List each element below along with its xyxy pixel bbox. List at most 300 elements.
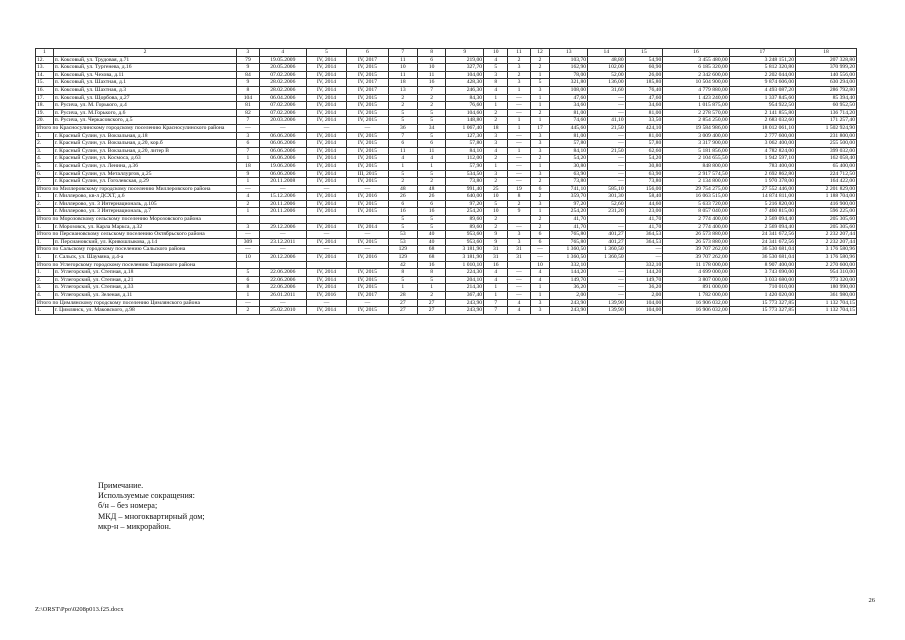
table-cell: —: [508, 102, 530, 110]
table-cell: 4.: [36, 292, 54, 300]
table-cell: 62,60: [625, 147, 663, 155]
table-cell: 1 942 597,10: [729, 155, 795, 163]
address-cell: г. Красный Сулин, ул. Вокзальная, д.20, литер В: [53, 147, 237, 155]
table-cell: 1.: [36, 307, 54, 315]
table-cell: 2: [417, 292, 446, 300]
table-cell: 1: [417, 284, 446, 292]
table-cell: 5: [484, 64, 508, 72]
table-cell: 57,90: [446, 162, 484, 170]
table-cell: [588, 216, 626, 224]
table-cell: 5: [417, 117, 446, 125]
table-cell: 4.: [36, 155, 54, 163]
table-cell: 57,80: [446, 140, 484, 148]
table-cell: 401,27: [588, 238, 626, 246]
column-header: 11: [508, 49, 530, 57]
column-header: 3: [237, 49, 259, 57]
column-header: 10: [484, 49, 508, 57]
table-cell: 21,50: [588, 124, 626, 132]
table-cell: 1: [530, 94, 550, 102]
table-cell: 1: [237, 292, 259, 300]
table-row: [36, 276, 857, 284]
table-cell: 39 707 262,00: [663, 254, 729, 262]
table-cell: —: [237, 246, 259, 254]
table-cell: 26,00: [625, 71, 663, 79]
note-title: Примечание.: [98, 481, 144, 490]
table-row: [36, 284, 857, 292]
table-cell: 3.: [36, 284, 54, 292]
table-cell: 2 342 600,00: [663, 71, 729, 79]
address-cell: п. Углегорский, ул. Зеленая, д.11: [53, 292, 237, 300]
table-cell: 640,00: [446, 193, 484, 201]
table-cell: 9: [237, 64, 259, 72]
table-cell: IV, 2014: [307, 254, 347, 262]
table-cell: IV, 2014: [307, 284, 347, 292]
table-cell: 5: [417, 170, 446, 178]
table-cell: —: [346, 299, 388, 307]
table-cell: 231 800,00: [796, 132, 857, 140]
table-cell: IV, 2015: [346, 307, 388, 315]
table-cell: 81,00: [625, 109, 663, 117]
address-cell: г. Красный Сулин, ул. Металлургов, д.25: [53, 170, 237, 178]
table-cell: —: [508, 276, 530, 284]
table-cell: —: [588, 162, 626, 170]
table-cell: 1 015 875,00: [663, 102, 729, 110]
table-cell: 773 320,00: [796, 276, 857, 284]
table-cell: 20.11.2006: [259, 200, 307, 208]
table-cell: 81: [237, 102, 259, 110]
address-cell: п. Коксовый, ул. Трудовая, д.71: [53, 56, 237, 64]
table-cell: —: [588, 284, 626, 292]
table-cell: 364,53: [625, 231, 663, 239]
table-cell: 1 188 704,00: [796, 193, 857, 201]
table-cell: 2: [530, 178, 550, 186]
table-cell: 11: [417, 147, 446, 155]
table-cell: 5: [388, 216, 417, 224]
table-cell: —: [508, 170, 530, 178]
column-header: 9: [446, 49, 484, 57]
table-cell: 2 774 400,00: [663, 223, 729, 231]
table-cell: 2 278 570,00: [663, 109, 729, 117]
table-cell: 3 455 480,00: [663, 56, 729, 64]
table-cell: 3: [530, 132, 550, 140]
table-cell: 5 812 320,80: [729, 64, 795, 72]
table-cell: 1: [237, 155, 259, 163]
table-cell: 367,40: [446, 292, 484, 300]
table-cell: 24 341 672,56: [729, 231, 795, 239]
table-row: [36, 307, 857, 315]
table-cell: 6 185 320,00: [663, 64, 729, 72]
table-cell: 630 294,00: [796, 79, 857, 87]
table-cell: 31: [508, 246, 530, 254]
table-cell: —: [588, 178, 626, 186]
table-cell: —: [508, 223, 530, 231]
table-cell: 309: [237, 238, 259, 246]
table-cell: 891 000,00: [663, 284, 729, 292]
table-cell: —: [588, 276, 626, 284]
subtotal-row: [36, 124, 857, 132]
subtotal-row: [36, 246, 857, 254]
table-cell: 27: [388, 307, 417, 315]
table-cell: —: [307, 246, 347, 254]
table-cell: 2 141 855,80: [729, 109, 795, 117]
table-cell: 11: [388, 56, 417, 64]
table-cell: 82: [237, 109, 259, 117]
table-cell: 18.: [36, 102, 54, 110]
table-cell: 58,40: [625, 193, 663, 201]
table-cell: 8: [388, 269, 417, 277]
table-cell: 1 782 000,00: [663, 292, 729, 300]
table-cell: 424,10: [625, 124, 663, 132]
table-cell: 4: [530, 276, 550, 284]
table-cell: 243,90: [446, 299, 484, 307]
subtotal-label: Итого по Красносулинскому городскому поселению Красносулинского района: [36, 124, 237, 132]
table-cell: 5: [530, 79, 550, 87]
table-cell: 4: [530, 269, 550, 277]
table-cell: IV, 2016: [346, 254, 388, 262]
table-row: [36, 155, 857, 163]
table-cell: 27 552 446,00: [729, 185, 795, 193]
table-cell: 11: [388, 147, 417, 155]
table-cell: 3: [484, 71, 508, 79]
table-cell: —: [508, 94, 530, 102]
table-cell: 4: [388, 155, 417, 163]
table-cell: 76,60: [446, 102, 484, 110]
table-cell: 2 569 094,40: [729, 216, 795, 224]
table-cell: 26 573 880,00: [663, 231, 729, 239]
table-cell: 5: [417, 132, 446, 140]
column-header: 5: [307, 49, 347, 57]
table-cell: 57,80: [625, 140, 663, 148]
table-cell: 4: [484, 56, 508, 64]
table-cell: 2: [508, 56, 530, 64]
table-cell: 07.02.2006: [259, 71, 307, 79]
table-cell: 10: [388, 64, 417, 72]
table-cell: 1: [508, 117, 530, 125]
table-cell: —: [259, 124, 307, 132]
subtotal-label: Итого по Морозовскому сельскому поселению Морозовского района: [36, 216, 237, 224]
table-cell: 10: [484, 193, 508, 201]
table-cell: 26.01.2011: [259, 292, 307, 300]
table-cell: 40: [417, 238, 446, 246]
table-cell: 89,60: [446, 223, 484, 231]
table-cell: [259, 261, 307, 269]
table-cell: 1.: [36, 132, 54, 140]
table-cell: 19: [508, 185, 530, 193]
table-cell: IV, 2014: [307, 86, 347, 94]
address-cell: п. Коксовый, ул. Тургенева, д.16: [53, 64, 237, 72]
table-cell: IV, 2014: [307, 117, 347, 125]
table-cell: 2: [237, 200, 259, 208]
table-cell: 710 010,00: [729, 284, 795, 292]
table-row: [36, 117, 857, 125]
table-cell: 11: [388, 71, 417, 79]
table-cell: —: [237, 185, 259, 193]
column-header: 8: [417, 49, 446, 57]
table-cell: 3: [484, 170, 508, 178]
table-cell: 84,10: [446, 147, 484, 155]
table-cell: 243,90: [550, 299, 588, 307]
table-cell: 1 360,50: [588, 246, 626, 254]
note-abbr-bn: б/н – без номера;: [98, 501, 158, 511]
table-cell: 3: [530, 200, 550, 208]
table-cell: 7 460 815,00: [729, 208, 795, 216]
table-cell: —: [307, 124, 347, 132]
table-cell: 2: [388, 178, 417, 186]
table-cell: 3 181,90: [446, 246, 484, 254]
table-cell: 1 337 845,60: [729, 94, 795, 102]
table-cell: 7: [484, 299, 508, 307]
table-row: [36, 193, 857, 201]
address-cell: п. Углегорский, ул. Степная, д.33: [53, 284, 237, 292]
table-cell: 53: [388, 238, 417, 246]
table-cell: 30,80: [625, 162, 663, 170]
table-cell: 10: [484, 208, 508, 216]
table-cell: 104,00: [625, 299, 663, 307]
table-cell: 2: [388, 102, 417, 110]
table-cell: 171 257,40: [796, 117, 857, 125]
table-cell: 3: [530, 147, 550, 155]
table-cell: 36,20: [625, 284, 663, 292]
table-cell: 26: [388, 193, 417, 201]
table-cell: 416 900,00: [796, 200, 857, 208]
table-cell: 26: [417, 193, 446, 201]
table-cell: [259, 216, 307, 224]
table-cell: 06.06.2006: [259, 140, 307, 148]
table-cell: 18 012 061,10: [729, 124, 795, 132]
table-cell: 54,20: [625, 155, 663, 163]
housing-program-table: [35, 48, 857, 315]
table-cell: IV, 2014: [307, 132, 347, 140]
table-cell: 14 874 811,00: [729, 193, 795, 201]
column-header: 2: [53, 49, 237, 57]
table-cell: 20.: [36, 117, 54, 125]
table-cell: 3: [484, 132, 508, 140]
address-cell: г. Красный Сулин, ул. Вокзальная, д.20, кор.б: [53, 140, 237, 148]
table-cell: 15.12.2006: [259, 193, 307, 201]
address-cell: г. Красный Сулин, ул. Вокзальная, д.18: [53, 132, 237, 140]
table-cell: 89,60: [446, 216, 484, 224]
address-cell: п. Углегорский, ул. Степная, д.18: [53, 269, 237, 277]
table-cell: 1: [484, 284, 508, 292]
table-cell: IV, 2014: [307, 238, 347, 246]
table-cell: 7: [388, 132, 417, 140]
table-cell: 104,00: [625, 307, 663, 315]
table-cell: 68: [417, 254, 446, 262]
table-cell: IV, 2015: [346, 64, 388, 72]
table-cell: —: [588, 109, 626, 117]
address-cell: г. Сальск, ул. Шаумяна, д.4-а: [53, 254, 237, 262]
table-cell: 4 779 880,00: [663, 86, 729, 94]
table-cell: 81,00: [550, 109, 588, 117]
table-cell: 1 010,10: [446, 261, 484, 269]
table-cell: 26 573 880,00: [663, 238, 729, 246]
column-header: 4: [259, 49, 307, 57]
table-cell: 4 699 000,00: [663, 269, 729, 277]
table-cell: 2: [484, 223, 508, 231]
table-cell: 12.: [36, 56, 54, 64]
table-cell: 2: [530, 109, 550, 117]
table-cell: 1 132 704,15: [796, 307, 857, 315]
table-cell: 104: [237, 94, 259, 102]
address-cell: г. Красный Сулин, ул. Гоголевская, д.29: [53, 178, 237, 186]
table-cell: —: [588, 170, 626, 178]
table-cell: 5: [388, 117, 417, 125]
table-cell: 783 400,00: [729, 162, 795, 170]
table-row: [36, 94, 857, 102]
table-cell: 4: [484, 276, 508, 284]
table-cell: 428,30: [446, 79, 484, 87]
table-cell: 3: [530, 140, 550, 148]
table-cell: 3 033 680,00: [729, 276, 795, 284]
table-cell: 27: [417, 299, 446, 307]
table-cell: 07.02.2006: [259, 109, 307, 117]
table-cell: 8: [508, 193, 530, 201]
table-cell: 16 063 515,00: [663, 193, 729, 201]
table-cell: 11: [417, 71, 446, 79]
table-cell: 140 556,00: [796, 71, 857, 79]
table-cell: —: [625, 254, 663, 262]
table-cell: IV, 2015: [346, 117, 388, 125]
subtotal-label: Итого по Персиановскому сельскому поселению Октябрьского района: [36, 231, 237, 239]
table-cell: 5: [237, 269, 259, 277]
table-cell: 41,70: [550, 223, 588, 231]
table-cell: 2,00: [625, 292, 663, 300]
table-row: [36, 200, 857, 208]
table-cell: IV, 2015: [346, 162, 388, 170]
table-cell: —: [508, 109, 530, 117]
table-cell: IV, 2015: [346, 102, 388, 110]
table-cell: IV, 2015: [346, 276, 388, 284]
table-cell: 20.03.2006: [259, 117, 307, 125]
table-cell: 20.05.2006: [259, 64, 307, 72]
table-cell: 3: [237, 132, 259, 140]
table-cell: 361 980,00: [796, 292, 857, 300]
table-cell: 7.: [36, 178, 54, 186]
table-cell: 2 232 207,44: [796, 231, 857, 239]
table-cell: 1 502 924,90: [796, 124, 857, 132]
table-cell: 53: [388, 231, 417, 239]
table-cell: 29 754 275,00: [663, 185, 729, 193]
table-cell: 112,00: [446, 155, 484, 163]
table-cell: 1: [484, 162, 508, 170]
table-cell: 41,70: [625, 223, 663, 231]
table-cell: 1.: [36, 269, 54, 277]
table-cell: 3: [508, 231, 530, 239]
table-cell: 332,10: [625, 261, 663, 269]
table-cell: 15 773 327,85: [729, 307, 795, 315]
table-cell: 765,80: [550, 231, 588, 239]
table-cell: —: [307, 185, 347, 193]
table-cell: IV, 2014: [307, 79, 347, 87]
table-cell: IV, 2014: [307, 64, 347, 72]
table-cell: 5: [484, 200, 508, 208]
table-cell: 15.: [36, 79, 54, 87]
table-cell: 1: [388, 284, 417, 292]
table-cell: 16 906 032,00: [663, 299, 729, 307]
subtotal-row: [36, 216, 857, 224]
table-cell: IV, 2014: [307, 155, 347, 163]
table-cell: 8 907 400,00: [729, 261, 795, 269]
table-cell: 207 328,80: [796, 56, 857, 64]
table-cell: IV, 2015: [346, 200, 388, 208]
table-cell: 27: [417, 307, 446, 315]
table-cell: —: [508, 155, 530, 163]
table-cell: 6: [530, 238, 550, 246]
table-cell: 139,90: [588, 307, 626, 315]
table-cell: [508, 216, 530, 224]
table-cell: 54,20: [550, 155, 588, 163]
table-cell: 1: [530, 102, 550, 110]
table-cell: 14.: [36, 71, 54, 79]
table-cell: IV, 2014: [307, 208, 347, 216]
page-number: 26: [868, 597, 875, 604]
table-cell: 2: [530, 155, 550, 163]
table-cell: 39 707 262,00: [663, 246, 729, 254]
table-cell: 8: [237, 86, 259, 94]
table-row: [36, 208, 857, 216]
table-cell: 2 569 094,40: [729, 223, 795, 231]
table-cell: 108,00: [550, 86, 588, 94]
table-cell: 57,80: [550, 140, 588, 148]
table-row: [36, 56, 857, 64]
table-cell: 1: [530, 117, 550, 125]
table-cell: 3 807 000,00: [663, 276, 729, 284]
table-cell: 1: [508, 86, 530, 94]
table-cell: 9 874 606,00: [729, 79, 795, 87]
table-cell: 129: [388, 254, 417, 262]
table-cell: 8: [417, 269, 446, 277]
table-cell: 2: [417, 102, 446, 110]
table-cell: 2: [237, 307, 259, 315]
table-cell: IV, 2015: [346, 132, 388, 140]
address-cell: п. Русича, ул. Черкасовского, д.5: [53, 117, 237, 125]
table-cell: 4 493 087,20: [729, 86, 795, 94]
table-cell: 332,10: [550, 261, 588, 269]
table-cell: IV, 2014: [307, 200, 347, 208]
table-cell: —: [588, 292, 626, 300]
table-cell: 149,70: [625, 276, 663, 284]
table-cell: [346, 216, 388, 224]
table-cell: 2 683 032,60: [729, 117, 795, 125]
table-cell: 10: [530, 261, 550, 269]
table-cell: 1: [530, 292, 550, 300]
table-cell: 10: [237, 254, 259, 262]
table-cell: 5 181 856,00: [663, 147, 729, 155]
table-cell: 1.: [36, 238, 54, 246]
table-cell: IV, 2015: [346, 155, 388, 163]
table-cell: 254,20: [550, 208, 588, 216]
table-cell: 48,80: [588, 56, 626, 64]
table-cell: IV, 2014: [307, 147, 347, 155]
address-cell: п. Коксовый, ул. Шахтная, д.1: [53, 79, 237, 87]
table-cell: 164 422,00: [796, 178, 857, 186]
table-cell: 224 712,50: [796, 170, 857, 178]
address-cell: г. Красный Сулин, ул. Космоса, д.63: [53, 155, 237, 163]
table-cell: 1 423 240,00: [663, 94, 729, 102]
table-cell: 954 922,50: [729, 102, 795, 110]
table-cell: 60,90: [625, 64, 663, 72]
table-cell: —: [588, 94, 626, 102]
table-cell: 2: [484, 117, 508, 125]
table-cell: 148,80: [446, 117, 484, 125]
table-cell: —: [588, 140, 626, 148]
table-cell: IV, 2015: [346, 178, 388, 186]
table-cell: 76,40: [625, 86, 663, 94]
table-cell: 73,80: [446, 178, 484, 186]
table-cell: 2: [530, 64, 550, 72]
table-cell: 445,60: [550, 124, 588, 132]
table-cell: —: [346, 124, 388, 132]
